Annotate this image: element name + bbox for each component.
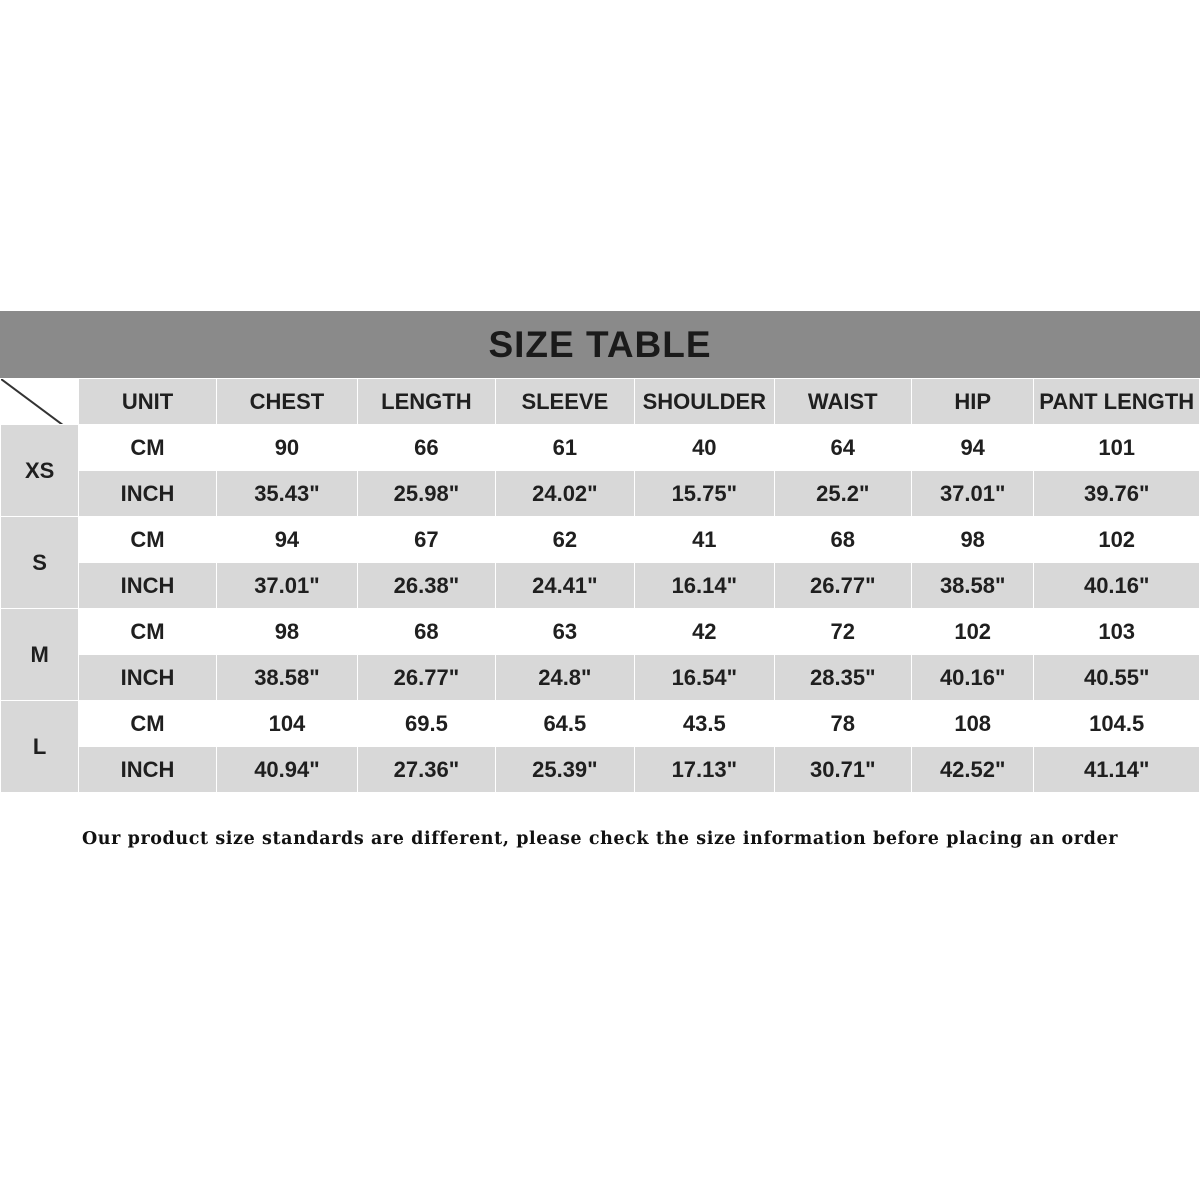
cell-shoulder-inch: 16.14" xyxy=(635,563,774,609)
cell-pant-length-inch: 39.76" xyxy=(1034,471,1200,517)
cell-hip-inch: 37.01" xyxy=(911,471,1033,517)
cell-pant-length-cm: 101 xyxy=(1034,425,1200,471)
cell-waist-inch: 26.77" xyxy=(774,563,911,609)
table-row xyxy=(1,655,1200,701)
unit-cm: CM xyxy=(79,701,216,747)
cell-sleeve-cm: 62 xyxy=(495,517,634,563)
cell-chest-cm: 98 xyxy=(216,609,357,655)
cell-hip-inch: 42.52" xyxy=(911,747,1033,793)
cell-sleeve-cm: 64.5 xyxy=(495,701,634,747)
cell-chest-inch: 35.43" xyxy=(216,471,357,517)
cell-length-cm: 66 xyxy=(358,425,495,471)
cell-length-inch: 25.98" xyxy=(358,471,495,517)
cell-sleeve-inch: 24.02" xyxy=(495,471,634,517)
cell-waist-inch: 30.71" xyxy=(774,747,911,793)
header-length: LENGTH xyxy=(358,379,495,425)
header-chest: CHEST xyxy=(216,379,357,425)
cell-hip-cm: 94 xyxy=(911,425,1033,471)
cell-pant-length-inch: 41.14" xyxy=(1034,747,1200,793)
unit-cm: CM xyxy=(79,609,216,655)
cell-length-inch: 26.38" xyxy=(358,563,495,609)
cell-sleeve-cm: 61 xyxy=(495,425,634,471)
unit-inch: INCH xyxy=(79,655,216,701)
table-row xyxy=(1,563,1200,609)
cell-pant-length-cm: 102 xyxy=(1034,517,1200,563)
unit-inch: INCH xyxy=(79,471,216,517)
cell-hip-inch: 40.16" xyxy=(911,655,1033,701)
cell-shoulder-inch: 17.13" xyxy=(635,747,774,793)
size-note: Our product size standards are different, please check the size information before placing an order xyxy=(81,829,1119,849)
size-table xyxy=(0,378,1200,793)
cell-shoulder-inch: 15.75" xyxy=(635,471,774,517)
table-row xyxy=(1,517,1200,563)
header-pant-length: PANT LENGTH xyxy=(1034,379,1200,425)
table-row xyxy=(1,471,1200,517)
cell-hip-cm: 108 xyxy=(911,701,1033,747)
table-row xyxy=(1,747,1200,793)
cell-sleeve-cm: 63 xyxy=(495,609,634,655)
cell-length-cm: 68 xyxy=(358,609,495,655)
unit-cm: CM xyxy=(79,425,216,471)
header-shoulder: SHOULDER xyxy=(635,379,774,425)
cell-sleeve-inch: 25.39" xyxy=(495,747,634,793)
cell-length-cm: 67 xyxy=(358,517,495,563)
table-corner-cell xyxy=(1,379,79,425)
cell-shoulder-inch: 16.54" xyxy=(635,655,774,701)
header-sleeve: SLEEVE xyxy=(495,379,634,425)
cell-length-inch: 27.36" xyxy=(358,747,495,793)
header-unit: UNIT xyxy=(79,379,216,425)
unit-inch: INCH xyxy=(79,563,216,609)
cell-waist-cm: 64 xyxy=(774,425,911,471)
size-label-xs: XS xyxy=(1,425,79,517)
size-chart xyxy=(0,311,1200,849)
size-table-title-text: SIZE TABLE xyxy=(488,323,712,365)
cell-chest-cm: 104 xyxy=(216,701,357,747)
cell-hip-cm: 102 xyxy=(911,609,1033,655)
cell-shoulder-cm: 42 xyxy=(635,609,774,655)
cell-waist-inch: 28.35" xyxy=(774,655,911,701)
size-label-m: M xyxy=(1,609,79,701)
cell-pant-length-inch: 40.55" xyxy=(1034,655,1200,701)
cell-hip-inch: 38.58" xyxy=(911,563,1033,609)
cell-hip-cm: 98 xyxy=(911,517,1033,563)
cell-shoulder-cm: 41 xyxy=(635,517,774,563)
cell-sleeve-inch: 24.41" xyxy=(495,563,634,609)
cell-pant-length-cm: 104.5 xyxy=(1034,701,1200,747)
cell-chest-cm: 94 xyxy=(216,517,357,563)
table-row xyxy=(1,609,1200,655)
unit-cm: CM xyxy=(79,517,216,563)
cell-waist-inch: 25.2" xyxy=(774,471,911,517)
size-label-l: L xyxy=(1,701,79,793)
cell-chest-inch: 38.58" xyxy=(216,655,357,701)
header-hip: HIP xyxy=(911,379,1033,425)
size-label-s: S xyxy=(1,517,79,609)
header-waist: WAIST xyxy=(774,379,911,425)
cell-pant-length-inch: 40.16" xyxy=(1034,563,1200,609)
cell-shoulder-cm: 40 xyxy=(635,425,774,471)
size-table-title xyxy=(0,311,1200,378)
table-row xyxy=(1,425,1200,471)
unit-inch: INCH xyxy=(79,747,216,793)
cell-sleeve-inch: 24.8" xyxy=(495,655,634,701)
cell-waist-cm: 72 xyxy=(774,609,911,655)
table-row xyxy=(1,701,1200,747)
cell-length-inch: 26.77" xyxy=(358,655,495,701)
cell-shoulder-cm: 43.5 xyxy=(635,701,774,747)
cell-chest-inch: 40.94" xyxy=(216,747,357,793)
cell-length-cm: 69.5 xyxy=(358,701,495,747)
cell-pant-length-cm: 103 xyxy=(1034,609,1200,655)
cell-chest-cm: 90 xyxy=(216,425,357,471)
cell-waist-cm: 68 xyxy=(774,517,911,563)
cell-waist-cm: 78 xyxy=(774,701,911,747)
cell-chest-inch: 37.01" xyxy=(216,563,357,609)
